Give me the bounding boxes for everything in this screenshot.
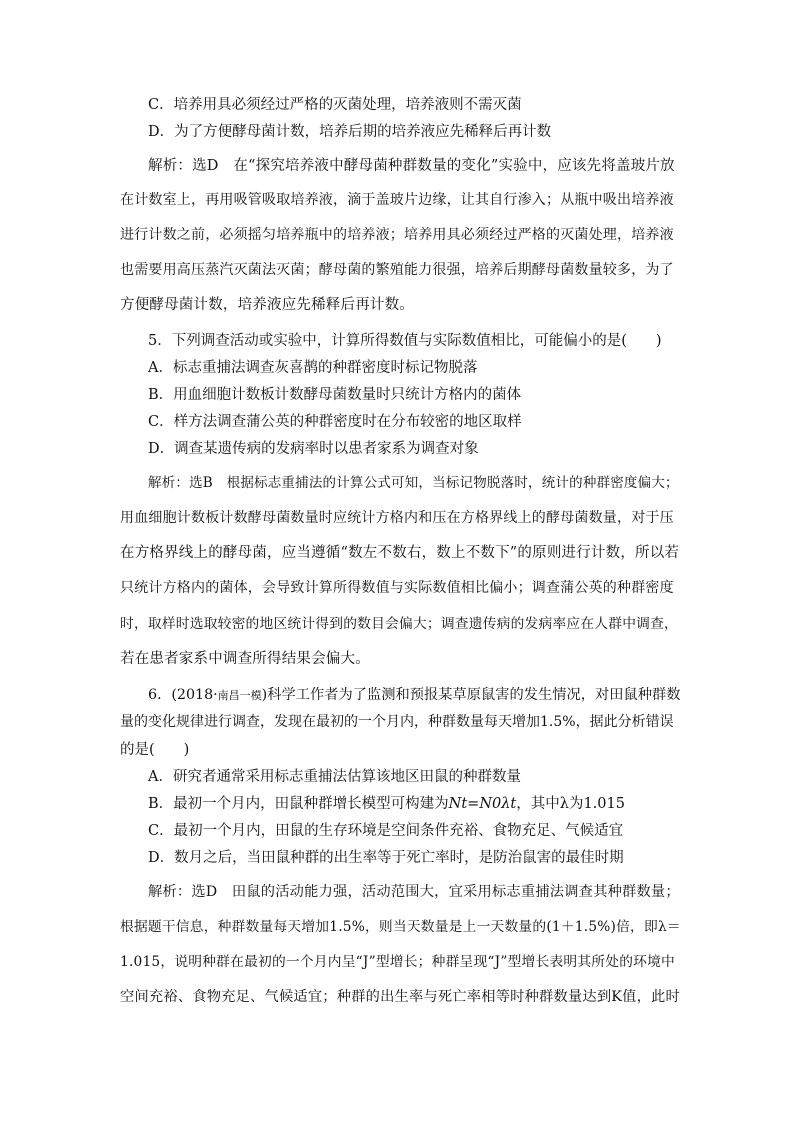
q6-option-c: C．最初一个月内，田鼠的生存环境是空间条件充裕、食物充足、气候适宜 <box>148 823 624 839</box>
q6-analysis-line-2: 根据题干信息，种群数量每天增加1.5%，则当天数量是上一天数量的(1＋1.5%)倍，即λ＝ <box>120 919 681 935</box>
q5-analysis-line-5: 时，取样时选取较密的地区统计得到的数目会偏大；调查遗传病的发病率应在人群中调查， <box>120 616 679 632</box>
q5-stem: 5．下列调查活动或实验中，计算所得数值与实际数值相比，可能偏小的是( ) <box>148 333 662 349</box>
q4-option-d: D．为了方便酵母菌计数，培养后期的培养液应先稀释后再计数 <box>148 124 552 140</box>
q5-option-d: D．调查某遗传病的发病率时以患者家系为调查对象 <box>148 441 479 457</box>
q4-analysis-line-4: 也需要用高压蒸汽灭菌法灭菌；酵母菌的繁殖能力很强，培养后期酵母菌数量较多，为了 <box>120 262 674 278</box>
q4-option-c: C．培养用具必须经过严格的灭菌处理，培养液则不需灭菌 <box>148 97 522 113</box>
q6-stem-line-2: 量的变化规律进行调查，发现在最初的一个月内，种群数量每天增加1.5%，据此分析错误 <box>120 714 674 730</box>
q6-option-d: D．数月之后，当田鼠种群的出生率等于死亡率时，是防治鼠害的最佳时期 <box>148 850 624 866</box>
q5-analysis-line-2: 用血细胞计数板计数酵母菌数量时应统计方格内和压在方格界线上的酵母菌数量，对于压 <box>120 510 674 526</box>
q4-analysis-line-5: 方便酵母菌计数，培养液应先稀释后再计数。 <box>120 297 414 313</box>
q6-option-b-text: B．最初一个月内，田鼠种群增长模型可构建为 <box>148 796 449 812</box>
q4-analysis-line-2: 在计数室上，再用吸管吸取培养液，滴于盖玻片边缘，让其自行渗入；从瓶中吸出培养液 <box>120 192 674 208</box>
q6-option-b-tail: ，其中λ为1.015 <box>516 796 625 812</box>
q4-analysis-line-1: 解析：选D 在“探究培养液中酵母菌种群数量的变化”实验中，应该先将盖玻片放 <box>148 158 675 174</box>
q6-analysis-line-4: 空间充裕、食物充足、气候适宜；种群的出生率与死亡率相等时种群数量达到K值，此时 <box>120 989 680 1005</box>
q6-source: 南昌一模 <box>217 689 262 702</box>
q5-option-b: B．用血细胞计数板计数酵母菌数量时只统计方格内的菌体 <box>148 387 522 403</box>
q6-option-b-formula: Nt=N0λt <box>448 796 517 812</box>
q6-stem-prefix: 6．(2018· <box>148 687 218 703</box>
q6-stem-line-1 <box>148 685 680 706</box>
q5-analysis-line-6: 若在患者家系中调查所得结果会偏大。 <box>120 651 370 667</box>
q6-stem-rest: )科学工作者为了监测和预报某草原鼠害的发生情况，对田鼠种群数 <box>261 687 681 703</box>
q5-analysis-line-4: 只统计方格内的菌体，会导致计算所得数值与实际数值相比偏小；调查蒲公英的种群密度 <box>120 580 674 596</box>
q6-analysis-line-3: 1.015，说明种群在最初的一个月内呈“J”型增长；种群呈现“J”型增长表明其所处的环境中 <box>120 954 676 970</box>
q6-analysis-line-1: 解析：选D 田鼠的活动能力强，活动范围大，宜采用标志重捕法调查其种群数量； <box>148 884 680 900</box>
q6-option-a: A．研究者通常采用标志重捕法估算该地区田鼠的种群数量 <box>148 769 521 785</box>
q5-option-c: C．样方法调查蒲公英的种群密度时在分布较密的地区取样 <box>148 414 522 430</box>
q6-option-b <box>148 794 625 814</box>
q5-analysis-line-1: 解析：选B 根据标志重捕法的计算公式可知，当标记物脱落时，统计的种群密度偏大； <box>148 475 679 491</box>
q6-stem-line-3: 的是( ) <box>120 742 190 758</box>
q5-option-a: A．标志重捕法调查灰喜鹊的种群密度时标记物脱落 <box>148 360 478 376</box>
q4-analysis-line-3: 进行计数之前，必须摇匀培养瓶中的培养液；培养用具必须经过严格的灭菌处理，培养液 <box>120 227 674 243</box>
q5-analysis-line-3: 在方格界线上的酵母菌，应当遵循“数左不数右，数上不数下”的原则进行计数，所以若 <box>120 545 680 561</box>
